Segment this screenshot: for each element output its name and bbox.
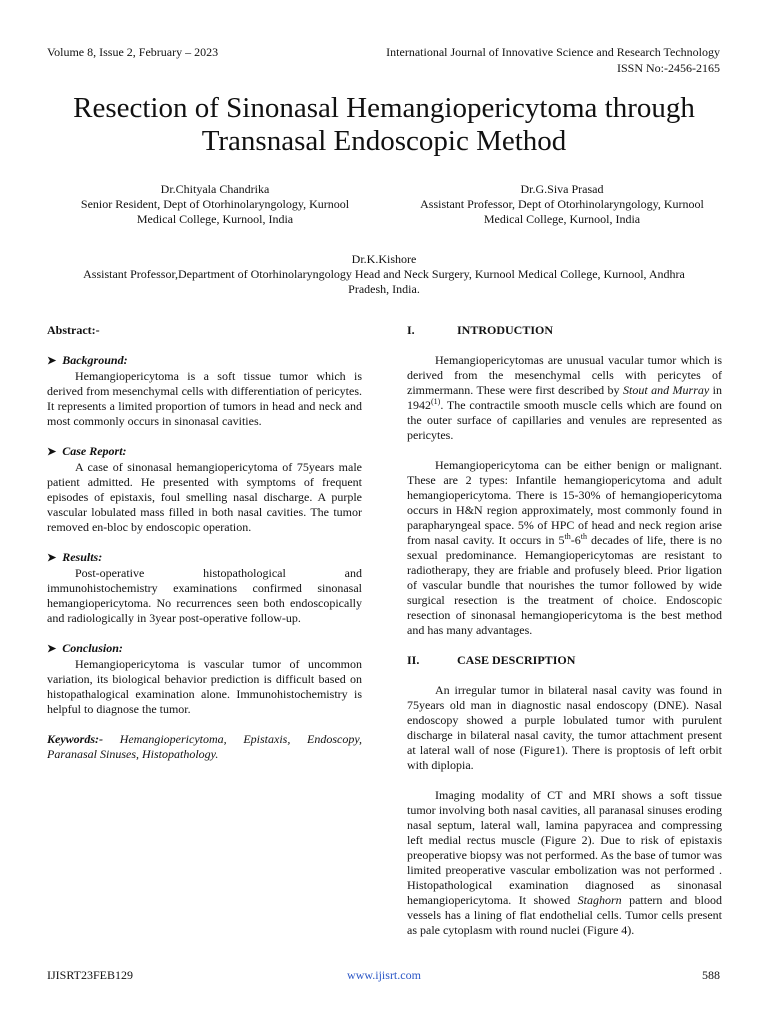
section-title: INTRODUCTION bbox=[457, 323, 554, 337]
bullet-arrow-icon: ➤ bbox=[47, 446, 57, 458]
author-affiliation: Pradesh, India. bbox=[348, 282, 420, 296]
author-name: Dr.G.Siva Prasad bbox=[520, 182, 604, 196]
author-affiliation: Assistant Professor,Department of Otorhinolaryngology Head and Neck Surgery, Kurnool Medical College, Kurnool, Andhra bbox=[83, 267, 685, 281]
author-block-3 bbox=[30, 252, 738, 297]
keywords bbox=[47, 732, 362, 762]
case-report-label: ➤ Case Report: bbox=[47, 444, 127, 458]
keywords-label: Keywords:- bbox=[47, 732, 103, 746]
reference-superscript: (1) bbox=[431, 397, 441, 406]
background-label: ➤ Background: bbox=[47, 353, 128, 367]
journal-name: International Journal of Innovative Science and Research Technology bbox=[386, 45, 720, 59]
title-line-2: Transnasal Endoscopic Method bbox=[201, 125, 567, 157]
author-affiliation: Assistant Professor, Dept of Otorhinolaryngology, Kurnool bbox=[420, 197, 704, 211]
case-paragraph-2: Imaging modality of CT and MRI shows a soft tissue tumor involving both nasal cavities, all paranasal sinuses eroding nasal septum, lateral wall, lamina papyracea and compressing left medial rectus muscle (Figure 2). Due to risk of epistaxis preoperative biopsy was not performed. As the base of tumor was limited preoperative vascular embolization was not performed . Histopathological examination diagnosed as sinonasal hemangiopericytoma. It showed Staghorn pattern and blood vessels has a lining of flat endothelial cells. Tumor cells present as pale cytoplasm with round nuclei (Figure 4). bbox=[407, 788, 722, 937]
conclusion-label: ➤ Conclusion: bbox=[47, 641, 123, 655]
author-affiliation: Senior Resident, Dept of Otorhinolaryngology, Kurnool bbox=[80, 197, 350, 211]
results-label: ➤ Results: bbox=[47, 550, 103, 564]
conclusion-text: Hemangiopericytoma is vascular tumor of uncommon variation, its biological behavior prediction is difficult based on histopathalogical examination alone. Immunohistochemistry is helpful to diagnose the tumor. bbox=[47, 657, 362, 716]
section-heading-case-description bbox=[407, 653, 722, 668]
paper-code: IJISRT23FEB129 bbox=[47, 968, 133, 982]
section-heading-introduction bbox=[407, 323, 722, 338]
abstract-heading: Abstract:- bbox=[47, 323, 100, 337]
author-name: Dr.Chityala Chandrika bbox=[160, 182, 270, 196]
section-number: II. bbox=[407, 653, 420, 667]
case-paragraph-1: An irregular tumor in bilateral nasal cavity was found in 75years old man in diagnostic nasal endoscopy (DNE). Nasal endoscopy showed a purple lobulated tumor with purulent discharge in bilateral nasal cavity, the tumor attachment present at lateral wall of nose (Figure1). There is proptosis of left orbit with diplopia. bbox=[407, 683, 722, 772]
website-link[interactable]: www.ijisrt.com bbox=[347, 968, 421, 982]
author-affiliation: Medical College, Kurnool, India bbox=[483, 212, 641, 226]
title-line-1: Resection of Sinonasal Hemangiopericytoma through bbox=[73, 92, 695, 124]
case-report-text: A case of sinonasal hemangiopericytoma of 75years male patient admitted. He presented with symptoms of frequent episodes of epistaxis, foul smelling nasal discharge. A purple vascular lobulated mass filled in both nasal cavities. The tumor removed en-bloc by endoscopic operation. bbox=[47, 460, 362, 534]
bullet-arrow-icon: ➤ bbox=[47, 355, 57, 367]
author-block-1 bbox=[45, 182, 385, 227]
results-text: Post-operative histopathological and immunohistochemistry examinations confirmed sinonasal hemangiopericytoma. No recurrences seen both endoscopically and radiologically in 3year post-operative follow-up. bbox=[47, 566, 362, 625]
author-block-2 bbox=[392, 182, 732, 227]
issn: ISSN No:-2456-2165 bbox=[616, 61, 720, 75]
staghorn-term: Staghorn bbox=[577, 893, 622, 907]
keywords-text: Hemangiopericytoma, Epistaxis, Endoscopy, Paranasal Sinuses, Histopathology. bbox=[47, 732, 363, 761]
bullet-arrow-icon: ➤ bbox=[47, 552, 57, 564]
paper-title bbox=[30, 92, 738, 158]
author-name: Dr.K.Kishore bbox=[351, 252, 417, 266]
cited-authors: Stout and Murray bbox=[623, 383, 710, 397]
abstract-column bbox=[47, 323, 362, 762]
author-affiliation: Medical College, Kurnool, India bbox=[136, 212, 294, 226]
background-text: Hemangiopericytoma is a soft tissue tumor which is derived from mesenchymal cells with differentiation of pericytes. It represents a limited proportion of tumors in head and neck and most commonly occurs in sinonasal cavities. bbox=[47, 369, 362, 428]
section-number: I. bbox=[407, 323, 415, 337]
body-column bbox=[407, 323, 722, 938]
bullet-arrow-icon: ➤ bbox=[47, 643, 57, 655]
section-title: CASE DESCRIPTION bbox=[457, 653, 576, 667]
issue-info: Volume 8, Issue 2, February – 2023 bbox=[47, 45, 219, 59]
page-number: 588 bbox=[702, 968, 720, 982]
intro-paragraph-1: Hemangiopericytomas are unusual vacular tumor which is derived from the mesenchymal cells with pericytes of zimmermann. These were first described by Stout and Murray in 1942$^{(1)}$. The contractile smooth muscle cells which are found on the outer surface of capillaries and venules are represented as pericytes. bbox=[407, 353, 722, 442]
journal-header bbox=[386, 44, 720, 76]
intro-paragraph-2: Hemangiopericytoma can be either benign or malignant. These are 2 types: Infantile hemangiopericytoma and adult hemangiopericytoma. There is 15-30% of hemangiopericytoma occurs in H&N region approximately, most commonly found in parapharyngeal space. 5% of HPC of head and neck region arise from nasal cavity. It occurs in 5th-6th decades of life, there is no sexual predominance. Hemangiopericytomas are resistant to radiotherapy, they are friable and profusely bleed. Prior ligation of vascular bundle that nourishes the tumor followed by wide surgical resection is the treatment of choice. Endoscopic resection of sinonasal hemangiopericytoma is the best method and has many advantages. bbox=[407, 458, 722, 637]
